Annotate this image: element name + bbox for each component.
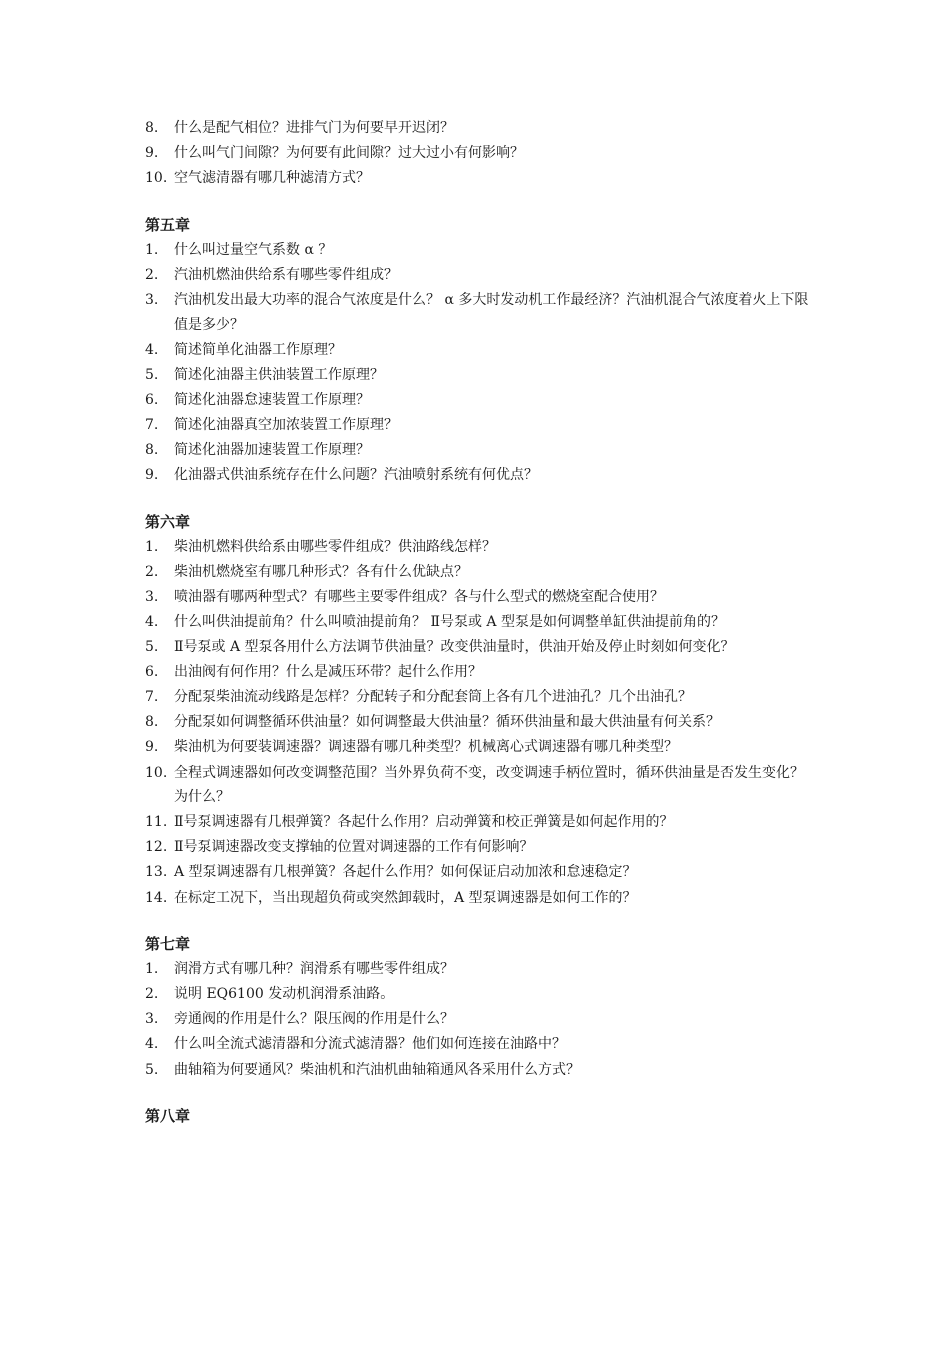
question-item	[145, 860, 815, 885]
question-number: 8.	[145, 714, 159, 731]
question-item	[145, 1007, 815, 1032]
question-list	[145, 957, 815, 1082]
question-number: 11.	[145, 814, 168, 831]
question-text: 汽油机发出最大功率的混合气浓度是什么？ α 多大时发动机工作最经济？汽油机混合气浓度着火上下限值是多少？	[174, 291, 809, 333]
question-number: 2.	[145, 986, 159, 1003]
question-text: 化油器式供油系统存在什么问题？汽油喷射系统有何优点？	[174, 467, 538, 484]
document-body	[145, 116, 815, 1129]
question-text: 空气滤清器有哪几种滤清方式？	[174, 170, 370, 187]
question-item	[145, 463, 815, 488]
question-text: A 型泵调速器有几根弹簧？各起什么作用？如何保证启动加浓和怠速稳定？	[174, 864, 637, 881]
chapter-section	[145, 116, 815, 191]
question-item	[145, 957, 815, 982]
question-number: 6.	[145, 664, 159, 681]
question-text: 在标定工况下，当出现超负荷或突然卸载时，A 型泵调速器是如何工作的？	[174, 889, 637, 906]
question-item	[145, 710, 815, 735]
question-item	[145, 116, 815, 141]
question-text: 什么叫过量空气系数 α ？	[174, 241, 333, 258]
question-number: 14.	[145, 889, 168, 906]
question-list	[145, 238, 815, 488]
question-number: 1.	[145, 961, 159, 978]
question-number: 4.	[145, 1036, 159, 1053]
question-text: 什么叫全流式滤清器和分流式滤清器？他们如何连接在油路中？	[174, 1036, 566, 1053]
question-number: 1.	[145, 538, 159, 555]
question-number: 1.	[145, 241, 159, 258]
question-number: 5.	[145, 366, 159, 383]
question-text: 什么是配气相位？进排气门为何要早开迟闭？	[174, 120, 454, 136]
question-text: 简述化油器主供油装置工作原理？	[174, 366, 384, 383]
question-item	[145, 363, 815, 388]
question-list	[145, 116, 815, 191]
question-item	[145, 238, 815, 263]
chapter-title: 第六章	[145, 512, 191, 531]
question-text: 出油阀有何作用？什么是减压环带？起什么作用？	[174, 664, 482, 681]
question-item	[145, 535, 815, 560]
question-number: 10.	[145, 764, 168, 781]
question-number: 4.	[145, 341, 159, 358]
question-text: 分配泵如何调整循环供油量？如何调整最大供油量？循环供油量和最大供油量有何关系？	[174, 714, 720, 731]
question-item	[145, 388, 815, 413]
question-item	[145, 660, 815, 685]
question-item	[145, 338, 815, 363]
question-item	[145, 835, 815, 860]
question-number: 3.	[145, 291, 159, 308]
question-text: 简述化油器怠速装置工作原理？	[174, 391, 370, 408]
question-text: 柴油机燃烧室有哪几种形式？各有什么优缺点？	[174, 563, 468, 580]
question-text: 喷油器有哪两种型式？有哪些主要零件组成？各与什么型式的燃烧室配合使用？	[174, 588, 664, 605]
question-text: Ⅱ号泵调速器有几根弹簧？各起什么作用？启动弹簧和校正弹簧是如何起作用的？	[174, 814, 674, 831]
question-number: 5.	[145, 1061, 159, 1078]
question-item	[145, 685, 815, 710]
question-text: 什么叫气门间隙？为何要有此间隙？过大过小有何影响？	[174, 145, 524, 162]
question-number: 4.	[145, 614, 159, 630]
question-text: 柴油机燃料供给系由哪些零件组成？供油路线怎样？	[174, 538, 496, 555]
question-number: 3.	[145, 588, 159, 605]
question-item	[145, 413, 815, 438]
chapter-title: 第七章	[145, 935, 191, 954]
question-text: 曲轴箱为何要通风？柴油机和汽油机曲轴箱通风各采用什么方式？	[174, 1061, 580, 1078]
question-item	[145, 166, 815, 191]
question-item	[145, 635, 815, 660]
question-text: 说明 EQ6100 发动机润滑系油路。	[174, 986, 395, 1003]
question-item	[145, 1032, 815, 1057]
question-item	[145, 735, 815, 760]
question-number: 5.	[145, 639, 159, 656]
question-item	[145, 810, 815, 835]
question-number: 8.	[145, 120, 159, 136]
chapter-title: 第八章	[145, 1107, 191, 1126]
question-number: 2.	[145, 563, 159, 580]
question-number: 10.	[145, 170, 168, 187]
chapter-section	[145, 510, 815, 910]
question-item	[145, 761, 815, 810]
question-item	[145, 982, 815, 1007]
question-text: 旁通阀的作用是什么？限压阀的作用是什么？	[174, 1011, 454, 1028]
question-text: 分配泵柴油流动线路是怎样？分配转子和分配套筒上各有几个进油孔？几个出油孔？	[174, 689, 692, 706]
question-text: 润滑方式有哪几种？润滑系有哪些零件组成？	[174, 961, 454, 978]
question-text: Ⅱ号泵调速器改变支撑轴的位置对调速器的工作有何影响？	[174, 839, 534, 856]
question-text: 简述化油器加速装置工作原理？	[174, 442, 370, 459]
question-text: 汽油机燃油供给系有哪些零件组成？	[174, 266, 398, 283]
question-number: 9.	[145, 467, 159, 484]
question-item	[145, 886, 815, 911]
question-number: 8.	[145, 442, 159, 459]
chapter-section	[145, 1104, 815, 1129]
question-number: 13.	[145, 864, 168, 881]
chapter-section	[145, 932, 815, 1082]
question-number: 12.	[145, 839, 168, 856]
question-item	[145, 585, 815, 610]
question-number: 7.	[145, 689, 159, 706]
chapter-title: 第五章	[145, 215, 191, 234]
question-item	[145, 263, 815, 288]
chapter-section	[145, 213, 815, 488]
question-item	[145, 560, 815, 585]
question-list	[145, 535, 815, 910]
question-text: 全程式调速器如何改变调整范围？当外界负荷不变，改变调速手柄位置时，循环供油量是否发生变化？为什么？	[174, 764, 804, 806]
question-item	[145, 141, 815, 166]
question-number: 6.	[145, 391, 159, 408]
question-text: 简述简单化油器工作原理？	[174, 341, 342, 358]
question-text: 什么叫供油提前角？什么叫喷油提前角？ Ⅱ号泵或 A 型泵是如何调整单缸供油提前角的？	[174, 614, 725, 630]
question-text: 柴油机为何要装调速器？调速器有哪几种类型？机械离心式调速器有哪几种类型？	[174, 739, 678, 756]
question-text: Ⅱ号泵或 A 型泵各用什么方法调节供油量？改变供油量时，供油开始及停止时刻如何变化？	[174, 639, 735, 656]
question-item	[145, 1058, 815, 1083]
question-number: 3.	[145, 1011, 159, 1028]
question-number: 7.	[145, 416, 159, 433]
question-number: 9.	[145, 739, 159, 756]
question-number: 2.	[145, 266, 159, 283]
question-text: 简述化油器真空加浓装置工作原理？	[174, 416, 398, 433]
question-item	[145, 288, 815, 337]
question-number: 9.	[145, 145, 159, 162]
question-item	[145, 438, 815, 463]
question-item	[145, 610, 815, 635]
